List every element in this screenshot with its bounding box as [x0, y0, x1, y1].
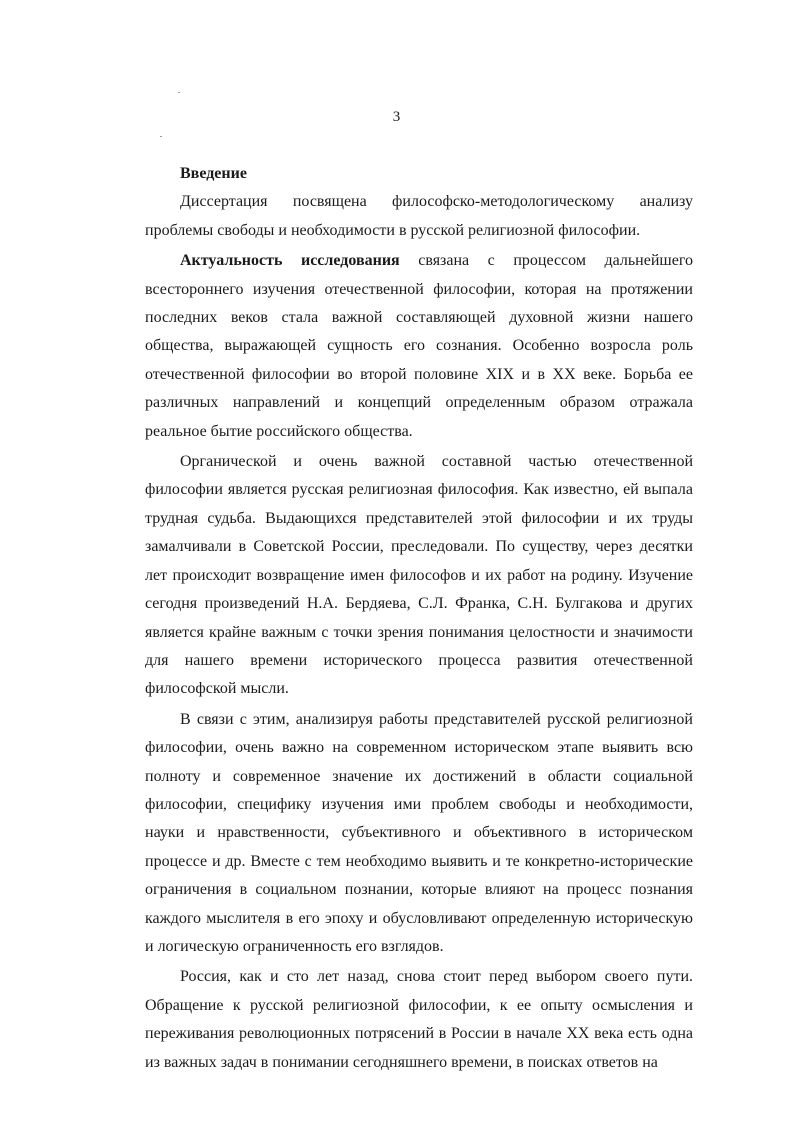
- paragraph-topic: Диссертация посвящена философско-методологическому анализу проблемы свободы и необходимости в русской религиозной философии.: [145, 193, 693, 239]
- relevance-term: Актуальность исследования: [180, 252, 400, 270]
- paragraph-russia-choice: Россия, как и сто лет назад, снова стоит перед выбором своего пути. Обращение к русской религиозной философии, к ее опыту осмысления и переживания революционных потрясений в России в начале XX века есть одна из важных задач в понимании сегодняшнего времени, в поисках ответов на: [145, 968, 693, 1071]
- paragraph-relevance: [145, 247, 693, 446]
- document-body: [145, 160, 693, 1079]
- page-number: 3: [392, 109, 401, 125]
- relevance-text: связана с процессом дальнейшего всестороннего изучения отечественной философии, которая на протяжении последних веков стала важной составляющей духовной жизни нашего общества, выражающей сущность его сознания. Особенно возросла роль отечественной философии во второй половине XIX и в XX веке. Борьба ее различных направлений и концепций определенным образом отражала реальное бытие российского общества.: [145, 252, 693, 440]
- paragraph-religious-philosophy: Органической и очень важной составной частью отечественной философии является русская религиозная философия. Как известно, ей выпала трудная судьба. Выдающихся представителей этой философии и их труды замалчивали в Советской России, преследовали. По существу, через десятки лет происходит возвращение имен философов и их работ на родину. Изучение сегодня произведений Н.А. Бердяева, С.Л. Франка, С.Н. Булгакова и других является крайне важным с точки зрения понимания целостности и значимости для нашего времени исторического процесса развития отечественной философской мысли.: [145, 453, 693, 698]
- paragraph-analysis-goals: В связи с этим, анализируя работы представителей русской религиозной философии, очень важно на современном историческом этапе выявить всю полноту и современное значение их достижений в области социальной философии, специфику изучения ими проблем свободы и необходимости, науки и нравственности, субъективного и объективного в историческом процессе и др. Вместе с тем необходимо выявить и те конкретно-исторические ограничения в социальном познании, которые влияют на процесс познания каждого мыслителя в его эпоху и обусловливают определенную историческую и логическую ограниченность его взглядов.: [145, 710, 693, 955]
- scan-artifact: [160, 136, 162, 137]
- scan-artifact: [178, 92, 180, 93]
- section-heading: Введение: [180, 165, 247, 182]
